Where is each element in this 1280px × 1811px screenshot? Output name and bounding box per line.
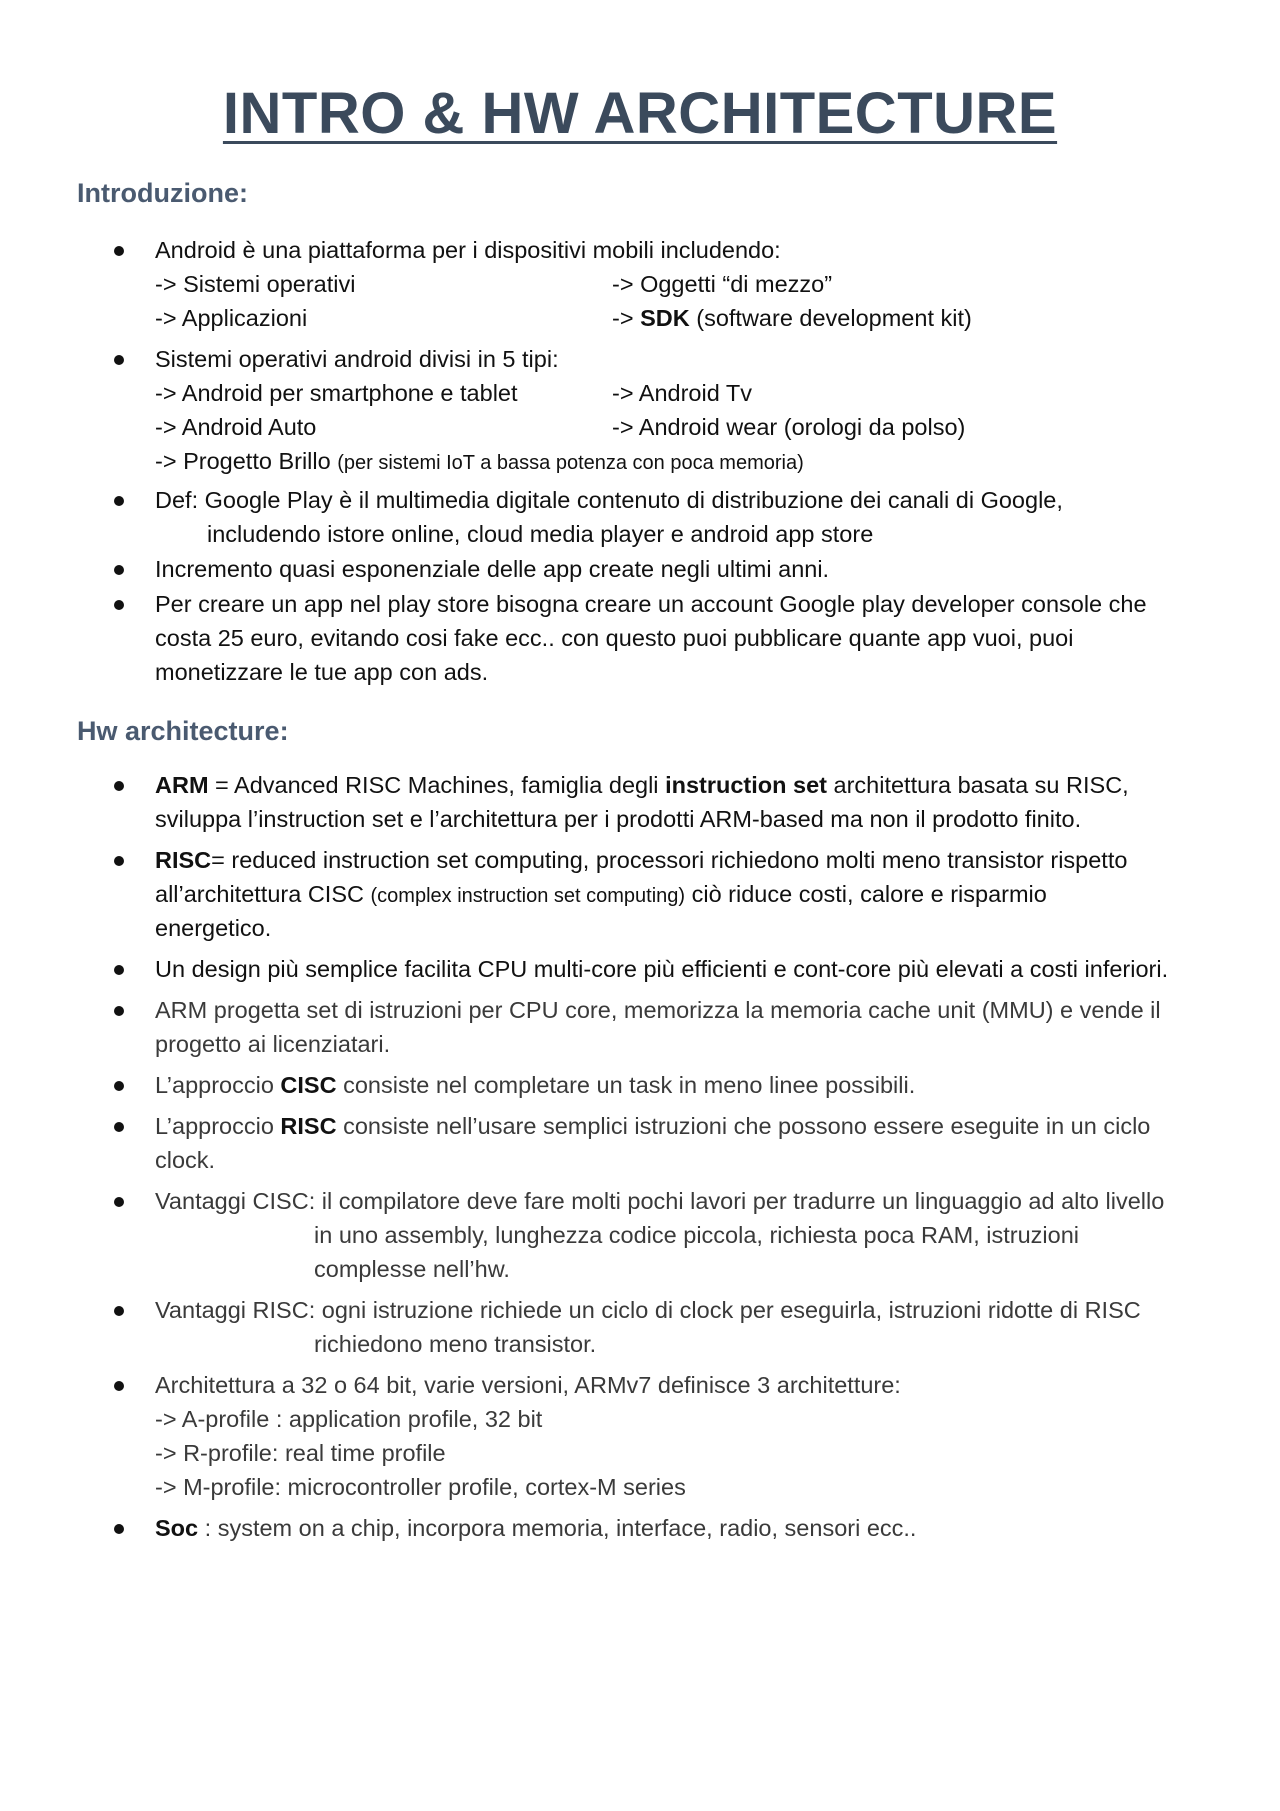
bullet-dot [114, 965, 124, 975]
bullet-dot [114, 1006, 124, 1016]
text-line: Android è una piattaforma per i dispositivi mobili includendo: [155, 237, 781, 263]
bullet-dot [114, 1381, 124, 1391]
bullet-dot [114, 1081, 124, 1091]
text-fragment: = Advanced RISC Machines, famiglia degli [208, 772, 666, 798]
section-heading-introduzione: Introduzione: [77, 178, 248, 208]
text-fragment: : system on a chip, incorpora memoria, interface, radio, sensori ecc.. [198, 1515, 917, 1541]
text-line: Vantaggi RISC: ogni istruzione richiede un ciclo di clock per eseguirla, istruzioni ridotte di RISC [155, 1297, 1141, 1323]
text-line [155, 1511, 916, 1545]
text-line: energetico. [155, 915, 272, 941]
text-line: clock. [155, 1147, 216, 1173]
bold-term: CISC [280, 1072, 337, 1098]
text-line: progetto ai licenziatari. [155, 1031, 391, 1057]
text-fragment: architettura basata su RISC, [826, 772, 1129, 798]
text-fragment: all’architettura CISC [155, 881, 371, 907]
page-title-text: INTRO & HW ARCHITECTURE [222, 81, 1058, 146]
bullet-dot [114, 1306, 124, 1316]
text-line [612, 301, 972, 335]
bold-term: SDK [640, 305, 690, 331]
bold-term: instruction set [665, 772, 827, 798]
text-line: sviluppa l’instruction set e l’architettura per i prodotti ARM-based ma non il prodotto finito. [155, 806, 1082, 832]
text-fragment: -> Progetto Brillo [155, 448, 338, 474]
text-line: Per creare un app nel play store bisogna creare un account Google play developer console che [155, 591, 1147, 617]
text-fragment: consiste nell’usare semplici istruzioni che possono essere eseguite in un ciclo [336, 1113, 1151, 1139]
bullet-dot [114, 246, 124, 256]
text-line: Un design più semplice facilita CPU multi-core più efficienti e cont-core più elevati a costi inferiori. [155, 956, 1169, 982]
bullet-dot [114, 1524, 124, 1534]
text-line [155, 843, 1127, 877]
text-line: Def: Google Play è il multimedia digitale contenuto di distribuzione dei canali di Google, [155, 487, 1063, 513]
text-line: -> Android Auto [155, 414, 317, 440]
text-fragment: (software development kit) [689, 305, 972, 331]
text-line: -> A-profile : application profile, 32 bit [155, 1406, 543, 1432]
text-line: -> Android per smartphone e tablet [155, 380, 518, 406]
text-line: -> Applicazioni [155, 305, 308, 331]
bold-term: Soc [155, 1515, 199, 1541]
text-fragment: L’approccio [155, 1072, 281, 1098]
bold-term: RISC [155, 847, 212, 873]
small-note: (complex instruction set computing) [370, 885, 686, 907]
bullet-dot [114, 565, 124, 575]
section-heading-hw-architecture: Hw architecture: [77, 716, 289, 746]
text-line: -> R-profile: real time profile [155, 1440, 446, 1466]
text-line: monetizzare le tue app con ads. [155, 659, 489, 685]
text-fragment: L’approccio [155, 1113, 281, 1139]
text-fragment: = reduced instruction set computing, processori richiedono molti meno transistor rispetto [211, 847, 1128, 873]
bullet-dot [114, 600, 124, 610]
text-line: Vantaggi CISC: il compilatore deve fare molti pochi lavori per tradurre un linguaggio ad alto livello [155, 1188, 1165, 1214]
text-line: in uno assembly, lunghezza codice piccola, richiesta poca RAM, istruzioni [314, 1222, 1079, 1248]
text-line: ARM progetta set di istruzioni per CPU core, memorizza la memoria cache unit (MMU) e vende il [155, 997, 1161, 1023]
text-line [155, 444, 804, 480]
text-line [155, 1068, 915, 1102]
bullet-dot [114, 1197, 124, 1207]
text-line [155, 877, 1047, 913]
text-line: Architettura a 32 o 64 bit, varie versioni, ARMv7 definisce 3 architetture: [155, 1372, 901, 1398]
arrow-prefix: -> [612, 305, 641, 331]
text-line: costa 25 euro, evitando cosi fake ecc.. con questo puoi pubblicare quante app vuoi, puoi [155, 625, 1074, 651]
text-line: Incremento quasi esponenziale delle app create negli ultimi anni. [155, 556, 830, 582]
small-note: (per sistemi IoT a bassa potenza con poca memoria) [337, 452, 804, 474]
text-line: -> Android Tv [612, 380, 752, 406]
text-line: -> Sistemi operativi [155, 271, 356, 297]
text-line: Sistemi operativi android divisi in 5 tipi: [155, 346, 559, 372]
text-line [155, 1109, 1150, 1143]
text-line: includendo istore online, cloud media player e android app store [207, 521, 874, 547]
bullet-dot [114, 781, 124, 791]
text-line: -> Oggetti “di mezzo” [612, 271, 833, 297]
bullet-dot [114, 1122, 124, 1132]
text-line: -> Android wear (orologi da polso) [612, 414, 966, 440]
bullet-dot [114, 355, 124, 365]
bold-term: RISC [280, 1113, 337, 1139]
text-fragment: ciò riduce costi, calore e risparmio [685, 881, 1047, 907]
text-line: -> M-profile: microcontroller profile, cortex-M series [155, 1474, 686, 1500]
page-title [0, 80, 1280, 147]
text-fragment: consiste nel completare un task in meno linee possibili. [336, 1072, 916, 1098]
bullet-dot [114, 856, 124, 866]
bullet-dot [114, 496, 124, 506]
text-line: richiedono meno transistor. [314, 1331, 597, 1357]
text-line: complesse nell’hw. [314, 1256, 510, 1282]
bold-term: ARM [155, 772, 209, 798]
text-line [155, 768, 1129, 802]
